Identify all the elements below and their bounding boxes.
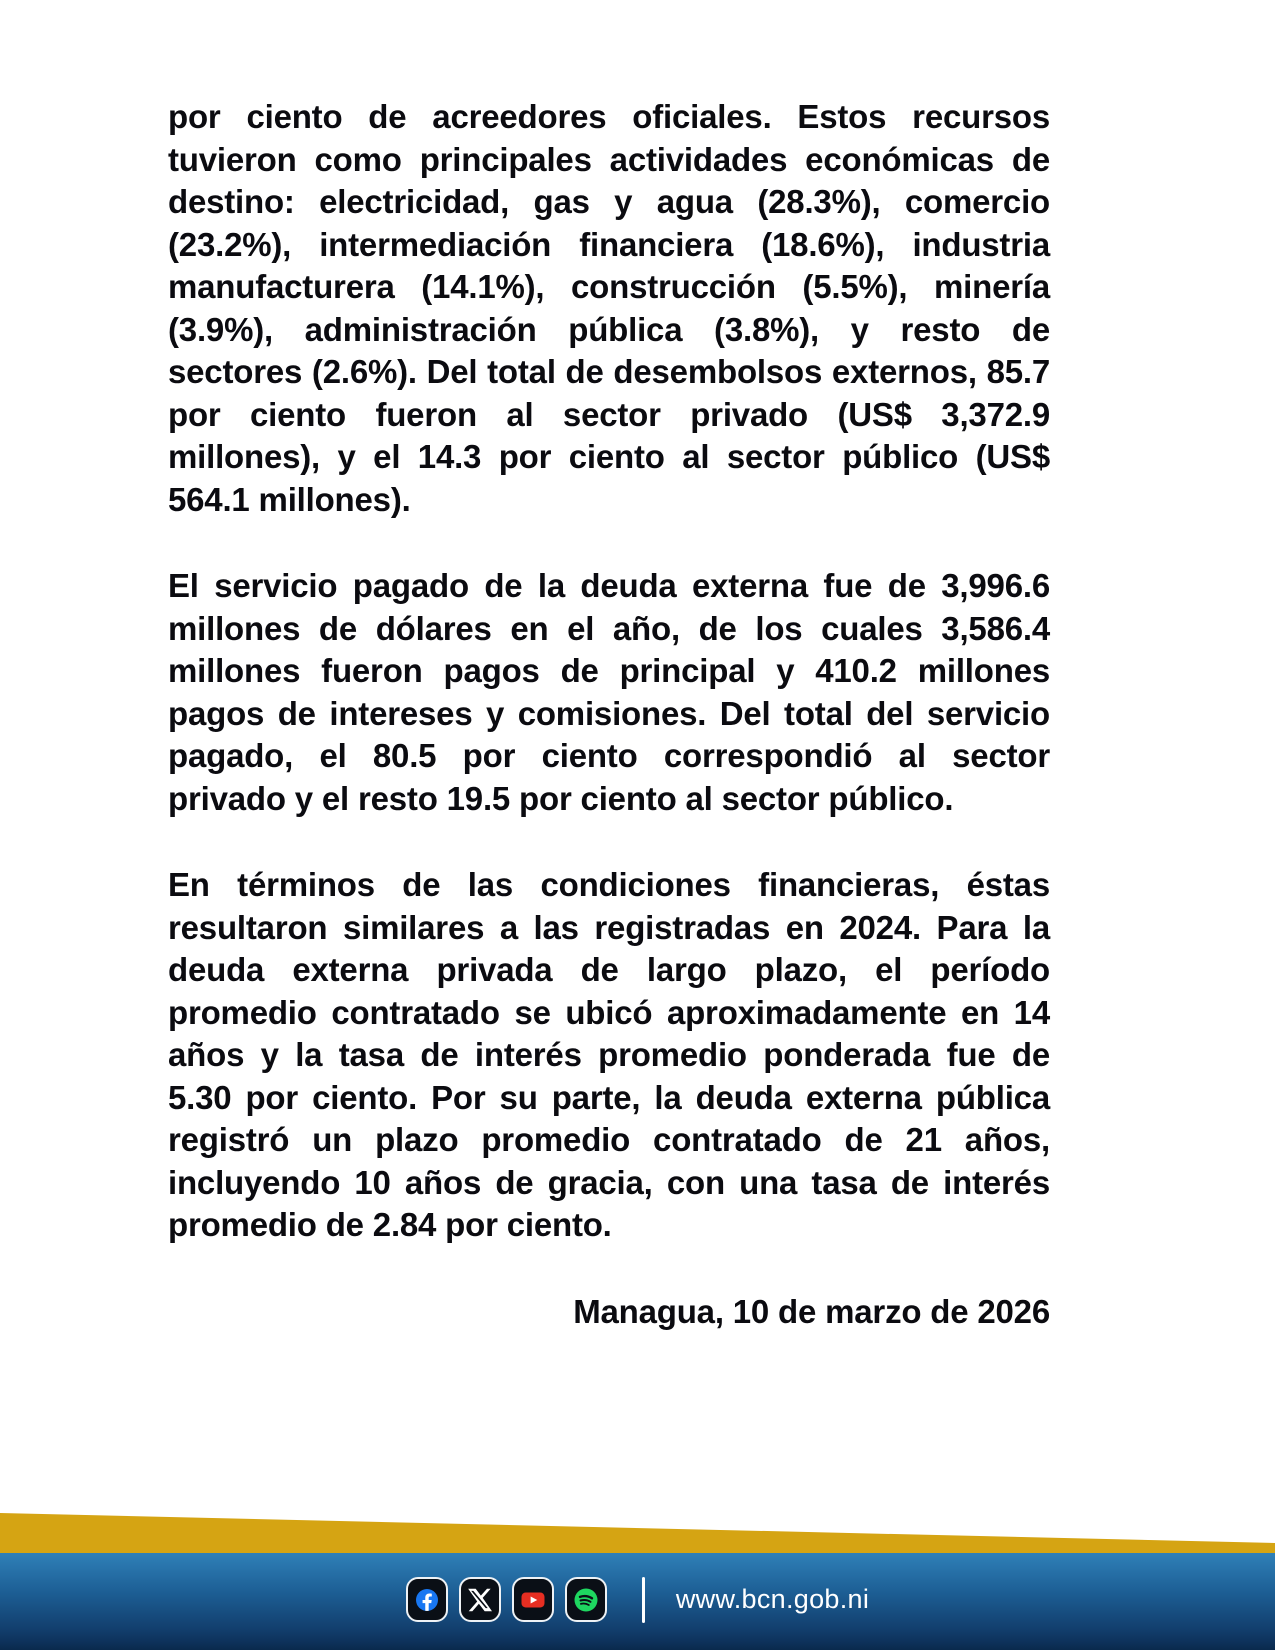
paragraph-debt-service-paid: El servicio pagado de la deuda externa fue de 3,996.6 millones de dólares en el año, de los cuales 3,586.4 millones fueron pagos de principal y 410.2 millones pagos de intereses y comisiones. Del total del servicio pagado, el 80.5 por ciento correspondió al sector privado y el resto 19.5 por ciento al sector público. [168, 567, 1050, 817]
paragraph-financial-conditions: En términos de las condiciones financieras, éstas resultaron similares a las registradas en 2024. Para la deuda externa privada de largo plazo, el período promedio contratado se ubicó aproximadamente en 14 años y la tasa de interés promedio ponderada fue de 5.30 por ciento. Por su parte, la deuda externa pública registró un plazo promedio contratado de 21 años, incluyendo 10 años de gracia, con una tasa de interés promedio de 2.84 por ciento. [168, 866, 1050, 1243]
social-links-row [406, 1577, 869, 1623]
paragraph-external-disbursements: por ciento de acreedores oficiales. Estos recursos tuvieron como principales actividades económicas de destino: electricidad, gas y agua (28.3%), comercio (23.2%), intermediación financiera (18.6%), industria manufacturera (14.1%), construcción (5.5%), minería (3.9%), administración pública (3.8%), y resto de sectores (2.6%). Del total de desembolsos externos, 85.7 por ciento fueron al sector privado (US$ 3,372.9 millones), y el 14.3 por ciento al sector público (US$ 564.1 millones). [168, 98, 1050, 518]
gold-accent-band [0, 1513, 1275, 1553]
footer-bar [0, 1553, 1275, 1650]
website-url[interactable]: www.bcn.gob.ni [675, 1584, 870, 1614]
footer-divider [642, 1577, 645, 1623]
dateline: Managua, 10 de marzo de 2026 [573, 1292, 1050, 1330]
facebook-icon[interactable] [406, 1577, 448, 1622]
spotify-icon[interactable] [565, 1577, 607, 1622]
x-twitter-icon[interactable] [459, 1577, 501, 1622]
youtube-icon[interactable] [512, 1577, 554, 1622]
press-release-body [168, 96, 1050, 1333]
